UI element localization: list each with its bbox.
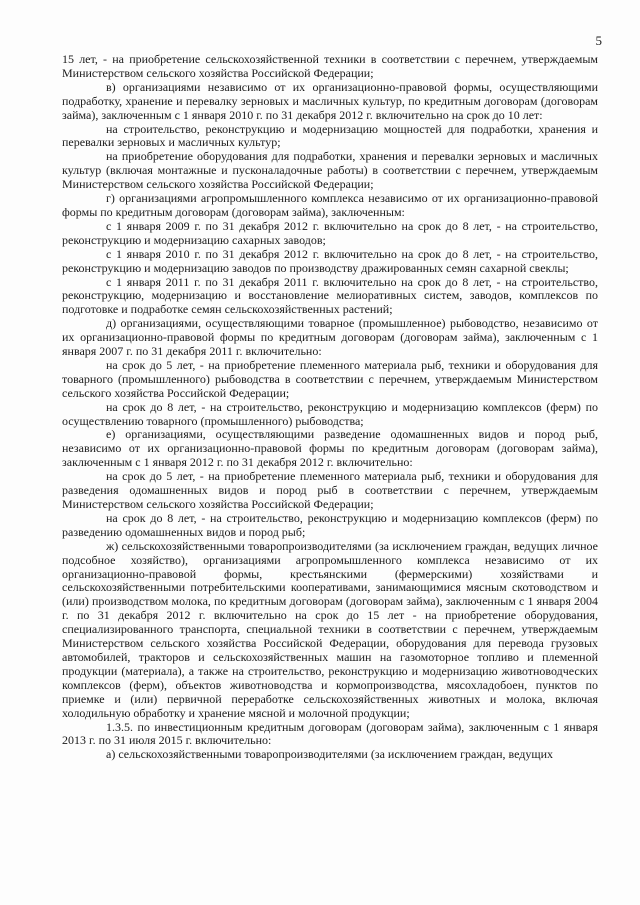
paragraph: на приобретение оборудования для подработки, хранения и перевалки зерновых и масличных культур (включая монтажные и пусконаладочные работы) в соответствии с перечнем, утверждаемым Министерством сельского хозяйства Российской Федерации; [62, 149, 598, 192]
paragraph: на срок до 8 лет, - на строительство, реконструкцию и модернизацию комплексов (ферм) по разведению одомашненных видов и пород рыб; [62, 510, 598, 539]
paragraph: на срок до 5 лет, - на приобретение племенного материала рыб, техники и оборудования для товарного (промышленного) рыбоводства в соответствии с перечнем, утверждаемым Министерством сельского хозяйства Российской Федерации; [62, 357, 598, 400]
paragraph: 15 лет, - на приобретение сельскохозяйственной техники в соответствии с перечнем, утверждаемым Министерством сельского хозяйства Российской Федерации; [62, 52, 598, 80]
paragraph: а) сельскохозяйственными товаропроизводителями (за исключением граждан, ведущих [106, 747, 554, 762]
paragraph: ж) сельскохозяйственными товаропроизводителями (за исключением граждан, ведущих личное подсобное хозяйство), организациями агропромышленного комплекса независимо от их организационно-правовой формы, крестьянскими (фермерскими) хозяйствами и сельскохозяйственными потребительскими кооперативами, занимающимися мясным скотоводством и (или) производством молока, по кредитным договорам (договорам займа), заключенным с 1 января 2004 г. по 31 декабря 2012 г. включительно на срок до 15 лет - на приобретение оборудования, специализированного транспорта, специальной техники в соответствии с перечнем, утверждаемым Министерством сельского хозяйства Российской Федерации, оборудования для перевода грузовых автомобилей, тракторов и сельскохозяйственных машин на газомоторное топливо и племенной продукции (материала), а также на строительство, реконструкцию и модернизацию животноводческих комплексов (ферм), объектов животноводства и кормопроизводства, мясохладобоен, пунктов по приемке и (или) первичной переработке сельскохозяйственных животных и молока, включая холодильную обработку и хранение мясной и молочной продукции; [62, 538, 598, 720]
paragraph: в) организациями независимо от их организационно-правовой формы, осуществляющими подработку, хранение и перевалку зерновых и масличных культур, по кредитным договорам (договорам займа), заключенным с 1 января 2010 г. по 31 декабря 2012 г. включительно на срок до 10 лет: [62, 79, 598, 122]
paragraph: 1.3.5. по инвестиционным кредитным договорам (договорам займа), заключенным с 1 января 2013 г. по 31 июля 2015 г. включительно: [62, 719, 598, 748]
paragraph: на строительство, реконструкцию и модернизацию мощностей для подработки, хранения и перевалки зерновых и масличных культур; [62, 121, 598, 150]
paragraph: д) организациями, осуществляющими товарное (промышленное) рыбоводство, независимо от их организационно-правовой формы по кредитным договорам (договорам займа), заключенным с 1 января 2007 г. по 31 декабря 2011 г. включительно: [62, 316, 598, 359]
paragraph: с 1 января 2009 г. по 31 декабря 2012 г. включительно на срок до 8 лет, - на строительство, реконструкцию и модернизацию сахарных заводов; [62, 218, 598, 247]
paragraph: с 1 января 2011 г. по 31 декабря 2011 г. включительно на срок до 8 лет, - на строительство, реконструкцию, модернизацию и восстановление мелиоративных систем, заводов, комплексов по подготовке и подработке семян сельскохозяйственных растений; [62, 274, 598, 317]
document-body [62, 53, 598, 762]
paragraph: на срок до 8 лет, - на строительство, реконструкцию и модернизацию комплексов (ферм) по осуществлению товарного (промышленного) рыбоводства; [62, 399, 598, 428]
paragraph: г) организациями агропромышленного комплекса независимо от их организационно-правовой формы по кредитным договорам (договорам займа), заключенным: [62, 191, 598, 219]
paragraph: е) организациями, осуществляющими разведение одомашненных видов и пород рыб, независимо от их организационно-правовой формы по кредитным договорам (договорам займа), заключенным с 1 января 2012 г. по 31 декабря 2012 г. включительно: [62, 427, 598, 470]
paragraph: с 1 января 2010 г. по 31 декабря 2012 г. включительно на срок до 8 лет, - на строительство, реконструкцию и модернизацию заводов по производству дражированных семян сахарной свеклы; [62, 246, 598, 275]
paragraph: на срок до 5 лет, - на приобретение племенного материала рыб, техники и оборудования для разведения одомашненных видов и пород рыб в соответствии с перечнем, утверждаемым Министерством сельского хозяйства Российской Федерации; [62, 469, 598, 511]
page-number: 5 [595, 33, 602, 48]
